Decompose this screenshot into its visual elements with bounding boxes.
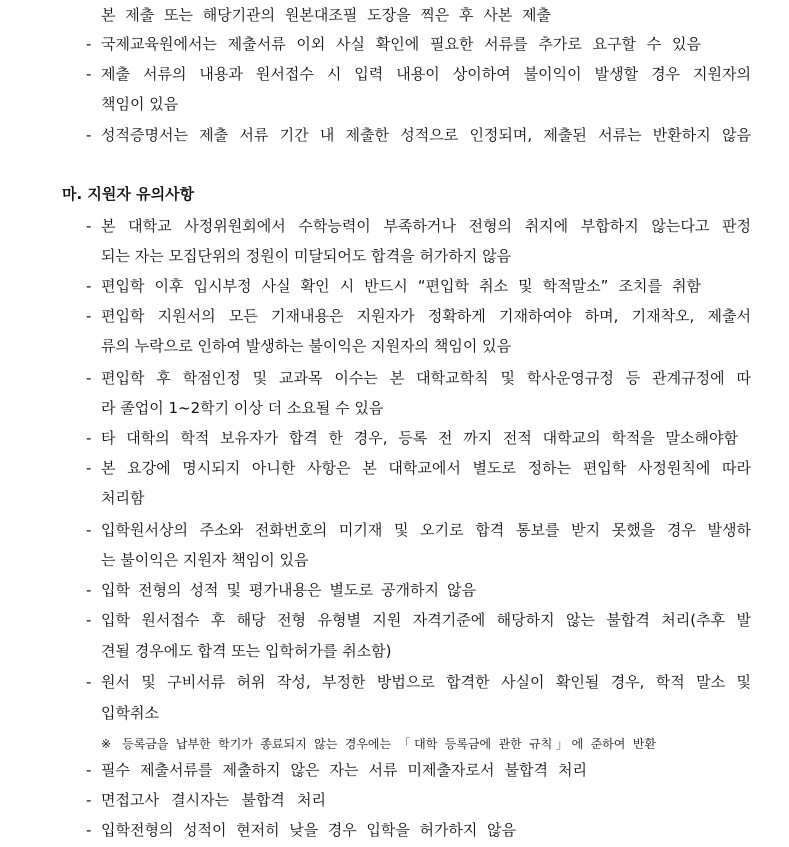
- section-heading: 마. 지원자 유의사항: [62, 185, 195, 203]
- list-item-continuation: 되는 자는 모집단위의 정원이 미달되어도 합격을 허가하지 않음: [101, 247, 512, 265]
- list-item: [86, 64, 751, 84]
- note-text: ※ 등록금을 납부한 학기가 종료되지 않는 경우에는 「대학 등록금에 관한 규칙」에 준하여 반환: [101, 737, 656, 751]
- bullet-dash: -: [86, 126, 92, 144]
- continuation-line: 본 제출 또는 해당기관의 원본대조필 도장을 찍은 후 사본 제출: [101, 6, 551, 24]
- bullet-dash: -: [86, 65, 92, 83]
- list-item-text: 제출 서류의 내용과 원서접수 시 입력 내용이 상이하여 불이익이 발생할 경우 지원자의: [101, 65, 751, 83]
- list-item: [86, 276, 751, 296]
- bullet-dash: -: [86, 369, 92, 387]
- list-item: [86, 428, 751, 448]
- bullet-dash: -: [86, 821, 92, 839]
- list-item-text: 국제교육원에서는 제출서류 이외 사실 확인에 필요한 서류를 추가로 요구할 수 있음: [101, 35, 701, 53]
- list-item-continuation: 라 졸업이 1~2학기 이상 더 소요될 수 있음: [101, 399, 384, 417]
- list-item-text: 원서 및 구비서류 허위 작성, 부정한 방법으로 합격한 사실이 확인될 경우, 학적 말소 및: [101, 673, 751, 691]
- bullet-dash: -: [86, 307, 92, 325]
- list-item: [86, 368, 751, 388]
- list-item: [86, 520, 751, 540]
- bullet-dash: -: [86, 277, 92, 295]
- list-item-text: 본 요강에 명시되지 아니한 사항은 본 대학교에서 별도로 정하는 편입학 사정원칙에 따라: [101, 459, 751, 477]
- list-item-continuation: 류의 누락으로 인하여 발생하는 불이익은 지원자의 책임이 있음: [101, 337, 512, 355]
- list-item: [86, 610, 751, 630]
- list-item: [86, 458, 751, 478]
- bullet-dash: -: [86, 611, 92, 629]
- list-item-text: 면접고사 결시자는 불합격 처리: [101, 791, 326, 809]
- list-item: [86, 34, 751, 54]
- list-item: [86, 580, 751, 600]
- bullet-dash: -: [86, 429, 92, 447]
- list-item: [86, 125, 751, 145]
- list-item-text: 편입학 이후 입시부정 사실 확인 시 반드시 “편입학 취소 및 학적말소” 조치를 취함: [101, 277, 701, 295]
- list-item: [86, 216, 751, 236]
- bullet-dash: -: [86, 761, 92, 779]
- bullet-dash: -: [86, 459, 92, 477]
- bullet-dash: -: [86, 217, 92, 235]
- bullet-dash: -: [86, 35, 92, 53]
- bullet-dash: -: [86, 791, 92, 809]
- bullet-dash: -: [86, 521, 92, 539]
- list-item-continuation: 입학취소: [101, 704, 159, 722]
- bullet-dash: -: [86, 673, 92, 691]
- list-item-continuation: 책임이 있음: [101, 95, 179, 113]
- list-item: [86, 760, 751, 780]
- list-item-text: 입학 원서접수 후 해당 전형 유형별 지원 자격기준에 해당하지 않는 불합격 처리(추후 발: [101, 611, 751, 629]
- list-item: [86, 820, 751, 840]
- list-item: [86, 790, 751, 810]
- list-item-text: 입학전형의 성적이 현저히 낮을 경우 입학을 허가하지 않음: [101, 821, 516, 839]
- list-item-text: 필수 제출서류를 제출하지 않은 자는 서류 미제출자로서 불합격 처리: [101, 761, 587, 779]
- list-item-text: 편입학 후 학점인정 및 교과목 이수는 본 대학교학칙 및 학사운영규정 등 관계규정에 따: [101, 369, 751, 387]
- list-item: [86, 672, 751, 692]
- list-item-text: 성적증명서는 제출 서류 기간 내 제출한 성적으로 인정되며, 제출된 서류는 반환하지 않음: [101, 126, 751, 144]
- list-item-text: 타 대학의 학적 보유자가 합격 한 경우, 등록 전 까지 전적 대학교의 학적을 말소해야함: [101, 429, 738, 447]
- list-item-text: 입학 전형의 성적 및 평가내용은 별도로 공개하지 않음: [101, 581, 476, 599]
- list-item-text: 편입학 지원서의 모든 기재내용은 지원자가 정확하게 기재하여야 하며, 기재착오, 제출서: [101, 307, 751, 325]
- bullet-dash: -: [86, 581, 92, 599]
- list-item-text: 입학원서상의 주소와 전화번호의 미기재 및 오기로 합격 통보를 받지 못했을 경우 발생하: [101, 521, 751, 539]
- list-item-continuation: 견될 경우에도 합격 또는 입학허가를 취소함): [101, 642, 392, 660]
- list-item: [86, 306, 751, 326]
- list-item-continuation: 는 불이익은 지원자 책임이 있음: [101, 551, 309, 569]
- list-item-text: 본 대학교 사정위원회에서 수학능력이 부족하거나 전형의 취지에 부합하지 않는다고 판정: [101, 217, 751, 235]
- list-item-continuation: 처리함: [101, 489, 145, 507]
